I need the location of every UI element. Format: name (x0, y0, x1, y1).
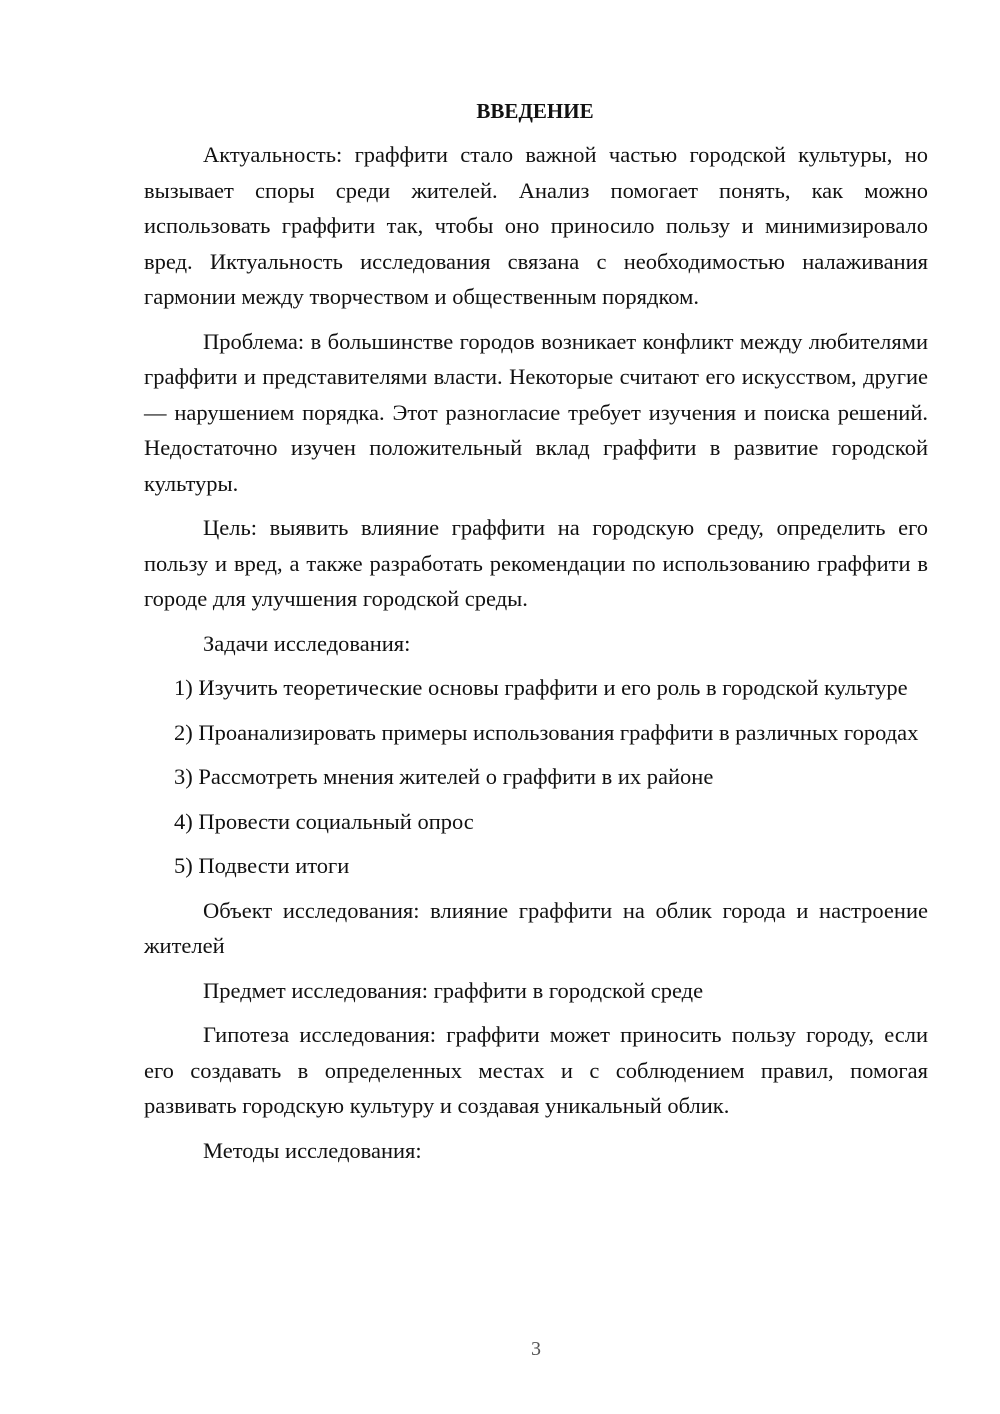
task-item-3: 3) Рассмотреть мнения жителей о граффити в их районе (174, 764, 714, 789)
paragraph-hypothesis: Гипотеза исследования: граффити может приносить пользу городу, если его создавать в определенных местах и с соблюдением правил, помогая развивать городскую культуру и создавая уникальный облик. (144, 1022, 928, 1118)
paragraph-methods: Методы исследования: (203, 1137, 422, 1163)
page-number: 3 (531, 1338, 541, 1360)
task-item-5: 5) Подвести итоги (174, 853, 350, 878)
task-item-2: 2) Проанализировать примеры использования граффити в различных городах (174, 719, 919, 745)
task-item-4: 4) Провести социальный опрос (174, 808, 474, 834)
paragraph-relevance: Актуальность: граффити стало важной частью городской культуры, но вызывает споры среди жителей. Анализ помогает понять, как можно использовать граффити так, чтобы оно приносило пользу и минимизировало вред. Иктуальность исследования связана с необходимостью налаживания гармонии между творчеством и общественным порядком. (144, 142, 928, 309)
paragraph-object: Объект исследования: влияние граффити на облик города и настроение жителей (144, 897, 928, 958)
document-page (144, 94, 928, 1177)
section-title: ВВЕДЕНИЕ (476, 99, 594, 123)
paragraph-goal: Цель: выявить влияние граффити на городскую среду, определить его пользу и вред, а также разработать рекомендации по использованию граффити в городе для улучшения городской среды. (144, 515, 928, 611)
paragraph-problem: Проблема: в большинстве городов возникает конфликт между любителями граффити и представителями власти. Некоторые считают его искусством, другие — нарушением порядка. Этот разногласие требует изучения и поиска решений. Недостаточно изучен положительный вклад граффити в развитие городской культуры. (144, 328, 928, 496)
task-item-1: 1) Изучить теоретические основы граффити и его роль в городской культуре (174, 675, 908, 700)
paragraph-subject: Предмет исследования: граффити в городской среде (203, 977, 704, 1003)
paragraph-tasks-heading: Задачи исследования: (203, 630, 411, 656)
